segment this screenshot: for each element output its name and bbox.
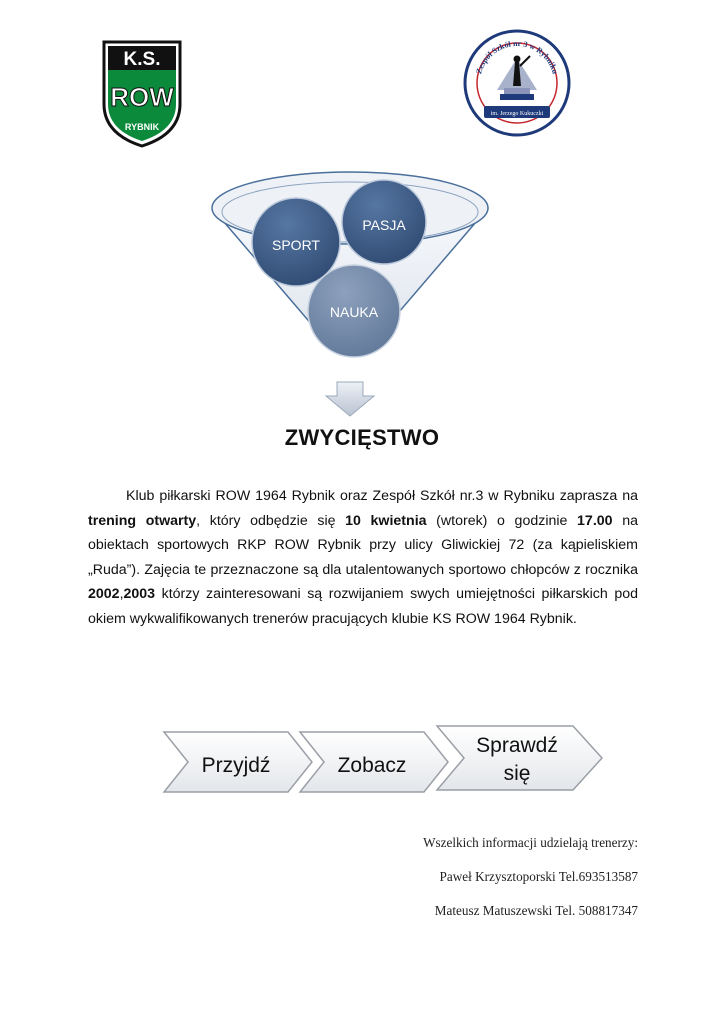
contact-intro: Wszelkich informacji udzielają trenerzy: — [423, 835, 638, 850]
school-name-text: Zespół Szkół nr 3 w Rybniku — [474, 38, 560, 75]
logo-rybnik-text: RYBNIK — [124, 122, 160, 132]
down-arrow-icon — [326, 382, 374, 416]
chevron-step-1 — [164, 732, 312, 792]
trainer-2-name: Mateusz Matuszewski Tel. — [434, 903, 579, 918]
contact-trainer-2 — [380, 894, 638, 928]
contact-trainer-1 — [380, 860, 638, 894]
school-patron-text: im. Jerzego Kukuczki — [490, 111, 544, 117]
body-bold-year-2: 2003 — [123, 586, 156, 603]
trainer-1-phone: 693513587 — [578, 869, 638, 884]
body-bold-year-1: 2002 — [88, 586, 120, 603]
circle-sport-label: SPORT — [272, 237, 320, 253]
trainer-1-name: Paweł Krzysztoporski Tel. — [439, 869, 579, 884]
body-text-6: którzy zainteresowani są rozwijaniem swych umiejętności piłkarskich pod okiem wykwalifikowanych trenerów pracujących klubie KS ROW 1964 Rybnik. — [88, 586, 638, 627]
trainer-2-phone: 508817347 — [578, 903, 638, 918]
step-sprawdz: Sprawdź — [476, 734, 558, 757]
chevron-step-3 — [437, 726, 602, 790]
funnel-diagram — [200, 160, 500, 420]
body-text-1: Klub piłkarski ROW 1964 Rybnik oraz Zespół Szkół nr.3 w Rybniku zaprasza na — [126, 488, 638, 504]
step-sie: się — [503, 762, 531, 785]
body-text-2: , który odbędzie się — [196, 512, 346, 529]
step-zobacz: Zobacz — [337, 754, 407, 777]
process-chevrons — [150, 720, 610, 802]
invitation-paragraph — [88, 484, 638, 632]
body-text-5: , — [119, 586, 124, 603]
result-title: ZWYCIĘSTWO — [284, 425, 440, 450]
chevron-step-2 — [300, 732, 448, 792]
ks-row-rybnik-logo — [100, 38, 184, 148]
contact-block — [380, 826, 638, 928]
logo-row-text: ROW — [110, 82, 174, 112]
body-text-3: (wtorek) o godzinie — [426, 512, 578, 529]
body-text-4: na obiektach sportowych RKP ROW Rybnik przy ulicy Gliwickiej 72 (za kąpieliskiem „Ruda”). Zajęcia te przeznaczone są dla utalentowanych sportowo chłopców z rocznika — [88, 512, 638, 578]
circle-pasja-label: PASJA — [362, 217, 406, 233]
school-logo — [462, 28, 572, 138]
logo-ks-text: K.S. — [123, 49, 161, 70]
body-bold-date: 10 kwietnia — [345, 512, 427, 529]
body-bold-time: 17.00 — [577, 512, 613, 529]
body-bold-trening: trening otwarty — [88, 512, 197, 529]
step-przyjdz: Przyjdź — [201, 754, 271, 777]
circle-nauka-label: NAUKA — [329, 304, 379, 320]
